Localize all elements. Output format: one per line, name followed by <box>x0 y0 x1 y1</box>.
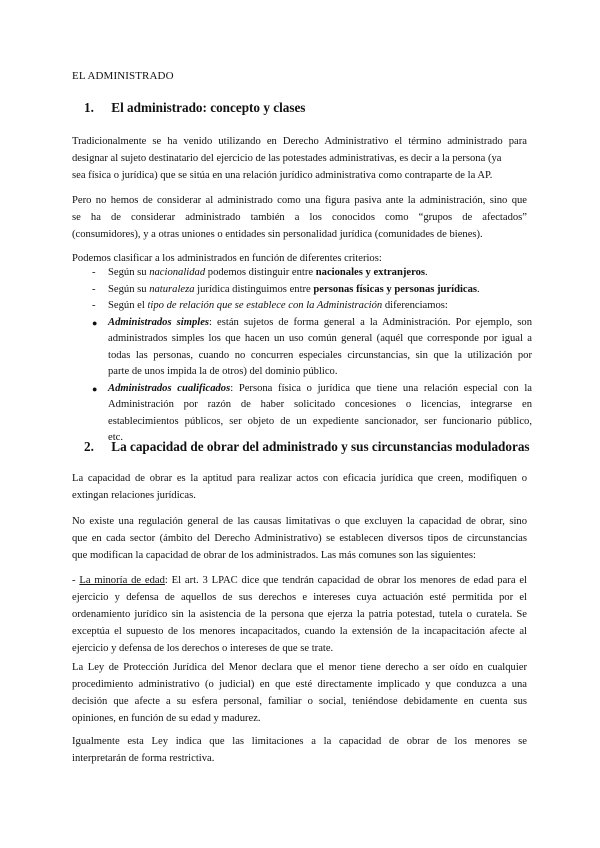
paragraph: La capacidad de obrar es la aptitud para realizar actos con eficacia jurídica que creen, modifiquen o extingan relaciones jurídicas. <box>72 473 527 501</box>
list-item: - Según su naturaleza jurídica distinguimos entre personas físicas y personas jurídicas. <box>92 283 480 295</box>
section-2-heading <box>84 439 530 455</box>
list-item: ● Administrados cualificados: Persona física o jurídica que tiene una relación especial con la Administración por razón de haber solicitado concesiones o licencias, integrarse en establecimientos públicos, ser objeto de un expediente sancionador, ser funcionario público, etc. <box>92 382 532 443</box>
section-1-number: 1. <box>84 100 94 115</box>
paragraph: Tradicionalmente se ha venido utilizando en Derecho Administrativo el término administrado para designar al sujeto destinatario del ejercicio de las potestades administrativas, es decir a la persona (ya sea física o jurídica) que se sitúa en una relación jurídico administrativa como contraparte de la AP. <box>72 136 527 181</box>
paragraph: Podemos clasificar a los administrados en función de diferentes criterios: <box>72 253 382 264</box>
section-1-heading <box>84 100 305 116</box>
list-item: - Según su nacionalidad podemos distinguir entre nacionales y extranjeros. <box>92 267 428 278</box>
paragraph: No existe una regulación general de las causas limitativas o que excluyen la capacidad de obrar, sino que en cada sector (ámbito del Derecho Administrativo) se establecen diversos tipos de circunstancias que modifican la capacidad de obrar de los administrados. Las más comunes son las siguientes: <box>72 516 527 561</box>
list-item: ● Administrados simples: están sujetos de forma general a la Administración. Por ejemplo, son administrados simples los que hacen un uso común general (aquél que corresponde por igual a todas las personas, cuando no concurren especiales circunstancias, sin que la utilización por parte de unos impida la de otros) del dominio público. <box>92 316 532 377</box>
document-title: EL ADMINISTRADO <box>72 70 174 82</box>
section-1-title: El administrado: concepto y clases <box>111 100 306 115</box>
paragraph: Pero no hemos de considerar al administrado como una figura pasiva ante la administración, sino que se ha de considerar administrado también a los conocidos como “grupos de afectados” (consumidores), y a otras uniones o entidades sin personalidad jurídica (comunidades de bienes). <box>72 195 527 240</box>
list-item: - Según el tipo de relación que se establece con la Administración diferenciamos: <box>92 300 448 311</box>
paragraph: La Ley de Protección Jurídica del Menor declara que el menor tiene derecho a ser oído en cualquier procedimiento administrativo (o judicial) en que esté directamente implicado y que conduzca a una decisión que afecte a su esfera personal, familiar o social, teniéndose debidamente en cuenta sus opiniones, en función de su edad y madurez. <box>72 662 527 724</box>
classification-list <box>72 265 532 447</box>
section-2-title: La capacidad de obrar del administrado y sus circunstancias moduladoras <box>111 439 530 454</box>
paragraph: - La minoría de edad: El art. 3 LPAC dice que tendrán capacidad de obrar los menores de edad para el ejercicio y defensa de aquellos de sus derechos e intereses cuya actuación esté permitida por el ordenamiento jurídico sin la asistencia de la persona que ejerza la patria potestad, tutela o curatela. Se exceptúa el supuesto de los menores incapacitados, cuando la extensión de la incapacitación afecte al ejercicio y defensa de los derechos o intereses de que se trate. <box>72 575 527 654</box>
paragraph: Igualmente esta Ley indica que las limitaciones a la capacidad de obrar de los menores se interpretarán de forma restrictiva. <box>72 736 527 764</box>
section-2-number: 2. <box>84 439 94 454</box>
